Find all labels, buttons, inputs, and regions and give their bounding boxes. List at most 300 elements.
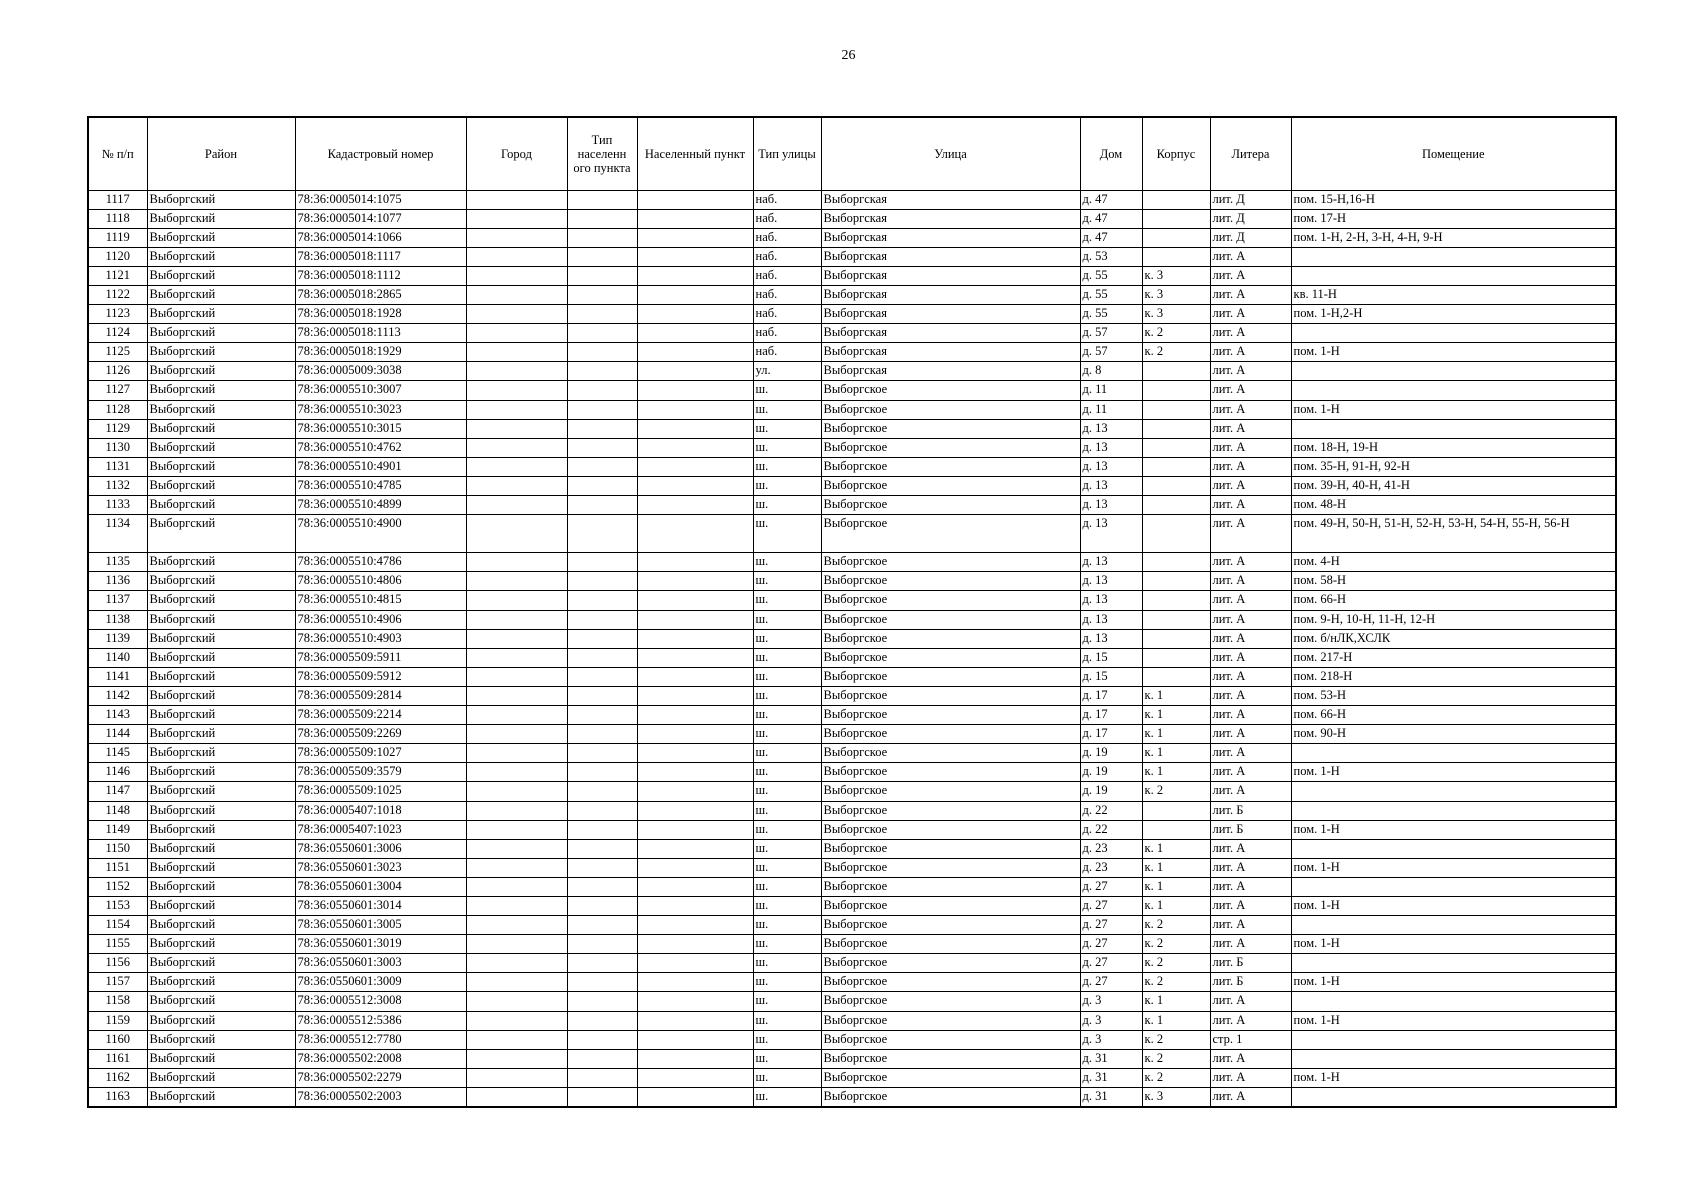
cell-settlement	[637, 877, 753, 896]
cell-house: д. 27	[1080, 877, 1142, 896]
cell-street: Выборгская	[821, 247, 1080, 266]
cell-cadastral-number: 78:36:0550601:3004	[295, 877, 466, 896]
cell-house: д. 22	[1080, 820, 1142, 839]
cell-letter: лит. А	[1210, 1049, 1291, 1068]
cell-settlement	[637, 591, 753, 610]
cell-number: 1138	[88, 610, 147, 629]
cell-number: 1142	[88, 686, 147, 705]
cell-city	[466, 839, 567, 858]
cell-street: Выборгское	[821, 553, 1080, 572]
cell-settlement-type	[567, 992, 637, 1011]
cell-district: Выборгский	[147, 553, 295, 572]
cell-street-type: ш.	[753, 706, 821, 725]
cell-street-type: ш.	[753, 457, 821, 476]
cell-letter: лит. А	[1210, 438, 1291, 457]
cell-city	[466, 648, 567, 667]
cell-district: Выборгский	[147, 992, 295, 1011]
cell-premises	[1291, 1049, 1616, 1068]
cell-settlement-type	[567, 515, 637, 553]
cell-city	[466, 667, 567, 686]
cell-cadastral-number: 78:36:0005509:2214	[295, 706, 466, 725]
cell-street-type: ш.	[753, 419, 821, 438]
cell-building	[1142, 457, 1210, 476]
cell-city	[466, 877, 567, 896]
cell-district: Выборгский	[147, 324, 295, 343]
cell-street-type: наб.	[753, 209, 821, 228]
cell-premises	[1291, 362, 1616, 381]
cell-letter: лит. А	[1210, 1087, 1291, 1106]
cell-number: 1159	[88, 1011, 147, 1030]
cell-building	[1142, 553, 1210, 572]
cell-street: Выборгское	[821, 801, 1080, 820]
cell-building: к. 2	[1142, 782, 1210, 801]
cell-cadastral-number: 78:36:0005510:4786	[295, 553, 466, 572]
cell-street-type: ш.	[753, 610, 821, 629]
table-row	[88, 305, 1616, 324]
cell-letter: лит. А	[1210, 572, 1291, 591]
cell-settlement	[637, 457, 753, 476]
cell-number: 1120	[88, 247, 147, 266]
cell-number: 1132	[88, 476, 147, 495]
cell-street-type: ш.	[753, 916, 821, 935]
cell-settlement-type	[567, 610, 637, 629]
cell-building: к. 2	[1142, 343, 1210, 362]
cell-building: к. 2	[1142, 973, 1210, 992]
cell-cadastral-number: 78:36:0005509:5912	[295, 667, 466, 686]
cell-number: 1147	[88, 782, 147, 801]
cell-street: Выборгское	[821, 916, 1080, 935]
cell-house: д. 13	[1080, 438, 1142, 457]
cell-city	[466, 820, 567, 839]
cell-premises: пом. 1-Н	[1291, 763, 1616, 782]
cell-street: Выборгское	[821, 782, 1080, 801]
cell-building	[1142, 610, 1210, 629]
cell-street-type: ш.	[753, 973, 821, 992]
cell-number: 1117	[88, 190, 147, 209]
cell-cadastral-number: 78:36:0005509:1025	[295, 782, 466, 801]
cell-settlement-type	[567, 1030, 637, 1049]
cell-street-type: ш.	[753, 839, 821, 858]
cell-number: 1148	[88, 801, 147, 820]
cell-number: 1135	[88, 553, 147, 572]
cell-district: Выборгский	[147, 419, 295, 438]
cell-district: Выборгский	[147, 686, 295, 705]
cell-street-type: ш.	[753, 553, 821, 572]
cell-settlement	[637, 667, 753, 686]
cell-district: Выборгский	[147, 744, 295, 763]
cell-city	[466, 1049, 567, 1068]
cell-premises: пом. 66-Н	[1291, 706, 1616, 725]
cell-settlement-type	[567, 305, 637, 324]
cell-house: д. 55	[1080, 305, 1142, 324]
cell-settlement	[637, 706, 753, 725]
cell-settlement	[637, 1087, 753, 1106]
cell-city	[466, 457, 567, 476]
table-row	[88, 572, 1616, 591]
cell-building	[1142, 820, 1210, 839]
cell-house: д. 11	[1080, 400, 1142, 419]
cell-street: Выборгское	[821, 381, 1080, 400]
cell-street-type: ш.	[753, 381, 821, 400]
cell-cadastral-number: 78:36:0005509:2814	[295, 686, 466, 705]
cell-street: Выборгское	[821, 1049, 1080, 1068]
cell-cadastral-number: 78:36:0005510:3015	[295, 419, 466, 438]
table-row	[88, 667, 1616, 686]
cell-letter: лит. А	[1210, 706, 1291, 725]
cell-settlement	[637, 610, 753, 629]
cell-settlement-type	[567, 438, 637, 457]
cell-street: Выборгская	[821, 305, 1080, 324]
cell-settlement	[637, 285, 753, 304]
cell-letter: лит. Б	[1210, 820, 1291, 839]
table-row	[88, 1049, 1616, 1068]
table-row	[88, 247, 1616, 266]
cell-city	[466, 1011, 567, 1030]
cell-building: к. 2	[1142, 1049, 1210, 1068]
cell-letter: лит. А	[1210, 324, 1291, 343]
cell-number: 1160	[88, 1030, 147, 1049]
cell-street: Выборгское	[821, 1068, 1080, 1087]
cell-street-type: ш.	[753, 515, 821, 553]
cell-street-type: ш.	[753, 744, 821, 763]
cell-letter: лит. А	[1210, 476, 1291, 495]
cell-settlement	[637, 1049, 753, 1068]
cell-cadastral-number: 78:36:0550601:3005	[295, 916, 466, 935]
cell-settlement	[637, 381, 753, 400]
cell-district: Выборгский	[147, 400, 295, 419]
cell-settlement	[637, 744, 753, 763]
cell-settlement	[637, 782, 753, 801]
cell-house: д. 31	[1080, 1049, 1142, 1068]
cell-district: Выборгский	[147, 496, 295, 515]
cell-city	[466, 400, 567, 419]
cell-house: д. 27	[1080, 935, 1142, 954]
cell-settlement-type	[567, 706, 637, 725]
cell-house: д. 57	[1080, 343, 1142, 362]
cell-street-type: наб.	[753, 305, 821, 324]
cell-settlement-type	[567, 419, 637, 438]
cell-district: Выборгский	[147, 1011, 295, 1030]
cell-number: 1127	[88, 381, 147, 400]
cell-cadastral-number: 78:36:0005510:4762	[295, 438, 466, 457]
cell-premises	[1291, 782, 1616, 801]
cell-premises	[1291, 266, 1616, 285]
cell-street-type: ш.	[753, 877, 821, 896]
cell-letter: лит. А	[1210, 285, 1291, 304]
cell-street-type: ш.	[753, 1068, 821, 1087]
cell-settlement-type	[567, 858, 637, 877]
table-row	[88, 476, 1616, 495]
cell-house: д. 31	[1080, 1068, 1142, 1087]
cell-house: д. 13	[1080, 457, 1142, 476]
cell-cadastral-number: 78:36:0005510:4900	[295, 515, 466, 553]
cell-number: 1163	[88, 1087, 147, 1106]
cell-cadastral-number: 78:36:0005407:1023	[295, 820, 466, 839]
cell-district: Выборгский	[147, 247, 295, 266]
cell-city	[466, 266, 567, 285]
cell-house: д. 3	[1080, 1011, 1142, 1030]
cell-number: 1129	[88, 419, 147, 438]
table-row	[88, 686, 1616, 705]
cell-street: Выборгское	[821, 820, 1080, 839]
cell-settlement-type	[567, 1087, 637, 1106]
cell-number: 1136	[88, 572, 147, 591]
cell-settlement	[637, 228, 753, 247]
cell-letter: лит. А	[1210, 515, 1291, 553]
cell-street: Выборгское	[821, 476, 1080, 495]
cell-district: Выборгский	[147, 1049, 295, 1068]
cell-district: Выборгский	[147, 858, 295, 877]
cell-house: д. 17	[1080, 686, 1142, 705]
cell-street-type: ш.	[753, 629, 821, 648]
cell-house: д. 17	[1080, 706, 1142, 725]
cell-premises	[1291, 801, 1616, 820]
table-header-row	[88, 117, 1616, 190]
cell-letter: лит. А	[1210, 667, 1291, 686]
cell-district: Выборгский	[147, 591, 295, 610]
cell-building: к. 1	[1142, 744, 1210, 763]
cell-building: к. 2	[1142, 1030, 1210, 1049]
cell-street-type: ш.	[753, 1011, 821, 1030]
cell-district: Выборгский	[147, 877, 295, 896]
cell-settlement-type	[567, 285, 637, 304]
cell-settlement-type	[567, 629, 637, 648]
cell-cadastral-number: 78:36:0005512:7780	[295, 1030, 466, 1049]
cell-cadastral-number: 78:36:0005509:2269	[295, 725, 466, 744]
table-row	[88, 266, 1616, 285]
cell-district: Выборгский	[147, 190, 295, 209]
cell-building	[1142, 629, 1210, 648]
cell-building: к. 2	[1142, 324, 1210, 343]
cell-building: к. 2	[1142, 954, 1210, 973]
cell-premises: пом. 66-Н	[1291, 591, 1616, 610]
cell-street-type: ш.	[753, 954, 821, 973]
cell-premises: пом. 49-Н, 50-Н, 51-Н, 52-Н, 53-Н, 54-Н, 55-Н, 56-Н	[1291, 515, 1616, 553]
cell-premises: пом. 1-Н	[1291, 400, 1616, 419]
cell-settlement-type	[567, 896, 637, 915]
cell-district: Выборгский	[147, 515, 295, 553]
cell-settlement	[637, 496, 753, 515]
cell-district: Выборгский	[147, 820, 295, 839]
cell-letter: лит. Б	[1210, 973, 1291, 992]
cell-settlement-type	[567, 228, 637, 247]
cell-settlement	[637, 209, 753, 228]
cell-settlement	[637, 916, 753, 935]
cell-cadastral-number: 78:36:0550601:3023	[295, 858, 466, 877]
cell-settlement	[637, 648, 753, 667]
table-row	[88, 610, 1616, 629]
cell-house: д. 19	[1080, 763, 1142, 782]
cell-cadastral-number: 78:36:0005512:3008	[295, 992, 466, 1011]
cell-city	[466, 343, 567, 362]
cell-city	[466, 725, 567, 744]
cell-building: к. 2	[1142, 935, 1210, 954]
cell-house: д. 11	[1080, 381, 1142, 400]
cell-premises	[1291, 381, 1616, 400]
cell-settlement-type	[567, 496, 637, 515]
cell-settlement	[637, 419, 753, 438]
table-row	[88, 400, 1616, 419]
table-row	[88, 801, 1616, 820]
cell-letter: лит. А	[1210, 763, 1291, 782]
cell-settlement-type	[567, 572, 637, 591]
cell-building	[1142, 419, 1210, 438]
cell-house: д. 27	[1080, 954, 1142, 973]
table-row	[88, 1087, 1616, 1106]
cell-city	[466, 1087, 567, 1106]
cell-cadastral-number: 78:36:0005510:4899	[295, 496, 466, 515]
cell-premises: пом. 35-Н, 91-Н, 92-Н	[1291, 457, 1616, 476]
table-row	[88, 419, 1616, 438]
cell-building: к. 3	[1142, 285, 1210, 304]
cell-district: Выборгский	[147, 782, 295, 801]
cell-settlement-type	[567, 801, 637, 820]
cell-settlement-type	[567, 190, 637, 209]
cell-city	[466, 992, 567, 1011]
cell-cadastral-number: 78:36:0005512:5386	[295, 1011, 466, 1030]
cell-cadastral-number: 78:36:0005509:3579	[295, 763, 466, 782]
cell-district: Выборгский	[147, 438, 295, 457]
cell-house: д. 13	[1080, 572, 1142, 591]
cell-settlement-type	[567, 553, 637, 572]
cell-number: 1128	[88, 400, 147, 419]
table-body	[88, 190, 1616, 1107]
cell-settlement	[637, 992, 753, 1011]
cell-letter: лит. А	[1210, 992, 1291, 1011]
cell-district: Выборгский	[147, 935, 295, 954]
cell-house: д. 27	[1080, 916, 1142, 935]
cell-premises: пом. 1-Н	[1291, 820, 1616, 839]
cell-letter: лит. А	[1210, 744, 1291, 763]
cell-premises	[1291, 1087, 1616, 1106]
table-row	[88, 973, 1616, 992]
cell-letter: лит. А	[1210, 896, 1291, 915]
cell-premises	[1291, 954, 1616, 973]
cell-settlement	[637, 343, 753, 362]
cell-premises	[1291, 419, 1616, 438]
cell-settlement-type	[567, 266, 637, 285]
cell-city	[466, 515, 567, 553]
cell-district: Выборгский	[147, 667, 295, 686]
table-row	[88, 839, 1616, 858]
cell-letter: лит. А	[1210, 686, 1291, 705]
table-row	[88, 858, 1616, 877]
header-premises: Помещение	[1291, 117, 1616, 190]
cell-house: д. 13	[1080, 629, 1142, 648]
cell-street: Выборгская	[821, 362, 1080, 381]
cell-letter: лит. А	[1210, 916, 1291, 935]
cell-cadastral-number: 78:36:0005510:3007	[295, 381, 466, 400]
cell-premises: пом. 17-Н	[1291, 209, 1616, 228]
cell-cadastral-number: 78:36:0005510:4901	[295, 457, 466, 476]
cell-building	[1142, 572, 1210, 591]
table-row	[88, 782, 1616, 801]
cell-district: Выборгский	[147, 916, 295, 935]
cell-street: Выборгское	[821, 610, 1080, 629]
cell-settlement	[637, 935, 753, 954]
cell-street: Выборгская	[821, 228, 1080, 247]
table-row	[88, 763, 1616, 782]
cell-number: 1123	[88, 305, 147, 324]
cell-number: 1140	[88, 648, 147, 667]
header-settlement: Населенный пункт	[637, 117, 753, 190]
cell-letter: лит. А	[1210, 629, 1291, 648]
cell-street-type: ул.	[753, 362, 821, 381]
cell-letter: лит. А	[1210, 496, 1291, 515]
cell-street: Выборгское	[821, 686, 1080, 705]
table-row	[88, 496, 1616, 515]
cell-settlement	[637, 476, 753, 495]
cell-house: д. 13	[1080, 610, 1142, 629]
cell-building: к. 1	[1142, 1011, 1210, 1030]
cell-street-type: ш.	[753, 896, 821, 915]
cell-street-type: ш.	[753, 591, 821, 610]
cell-letter: лит. А	[1210, 648, 1291, 667]
cell-street-type: ш.	[753, 400, 821, 419]
cell-city	[466, 476, 567, 495]
cell-cadastral-number: 78:36:0005014:1066	[295, 228, 466, 247]
cell-cadastral-number: 78:36:0005018:2865	[295, 285, 466, 304]
cell-settlement-type	[567, 667, 637, 686]
cell-settlement-type	[567, 400, 637, 419]
cell-cadastral-number: 78:36:0550601:3009	[295, 973, 466, 992]
cell-settlement-type	[567, 744, 637, 763]
page-number: 26	[841, 48, 856, 63]
cell-settlement	[637, 820, 753, 839]
cell-premises: пом. 39-Н, 40-Н, 41-Н	[1291, 476, 1616, 495]
cell-premises: пом. 1-Н	[1291, 343, 1616, 362]
cell-street-type: ш.	[753, 992, 821, 1011]
cell-letter: лит. А	[1210, 1068, 1291, 1087]
cell-street-type: ш.	[753, 935, 821, 954]
cell-building	[1142, 801, 1210, 820]
cell-letter: лит. Д	[1210, 228, 1291, 247]
cell-settlement-type	[567, 763, 637, 782]
cell-house: д. 8	[1080, 362, 1142, 381]
cell-number: 1125	[88, 343, 147, 362]
cell-premises: пом. 4-Н	[1291, 553, 1616, 572]
cell-street: Выборгское	[821, 1011, 1080, 1030]
cell-settlement-type	[567, 1011, 637, 1030]
cell-building: к. 1	[1142, 839, 1210, 858]
cell-premises	[1291, 839, 1616, 858]
cell-street: Выборгское	[821, 1087, 1080, 1106]
cell-house: д. 15	[1080, 648, 1142, 667]
table-row	[88, 725, 1616, 744]
cell-cadastral-number: 78:36:0005509:5911	[295, 648, 466, 667]
cell-district: Выборгский	[147, 896, 295, 915]
cell-street: Выборгская	[821, 343, 1080, 362]
cell-city	[466, 553, 567, 572]
cell-number: 1134	[88, 515, 147, 553]
cell-street: Выборгское	[821, 438, 1080, 457]
cell-settlement	[637, 629, 753, 648]
cell-street-type: ш.	[753, 858, 821, 877]
cell-letter: лит. А	[1210, 610, 1291, 629]
cell-house: д. 13	[1080, 553, 1142, 572]
cell-building: к. 1	[1142, 896, 1210, 915]
cell-settlement	[637, 858, 753, 877]
cell-number: 1139	[88, 629, 147, 648]
cell-cadastral-number: 78:36:0550601:3019	[295, 935, 466, 954]
cell-street: Выборгская	[821, 209, 1080, 228]
cell-number: 1118	[88, 209, 147, 228]
cell-district: Выборгский	[147, 228, 295, 247]
cell-house: д. 27	[1080, 973, 1142, 992]
cell-street: Выборгское	[821, 667, 1080, 686]
table-row	[88, 706, 1616, 725]
cell-building: к. 3	[1142, 305, 1210, 324]
